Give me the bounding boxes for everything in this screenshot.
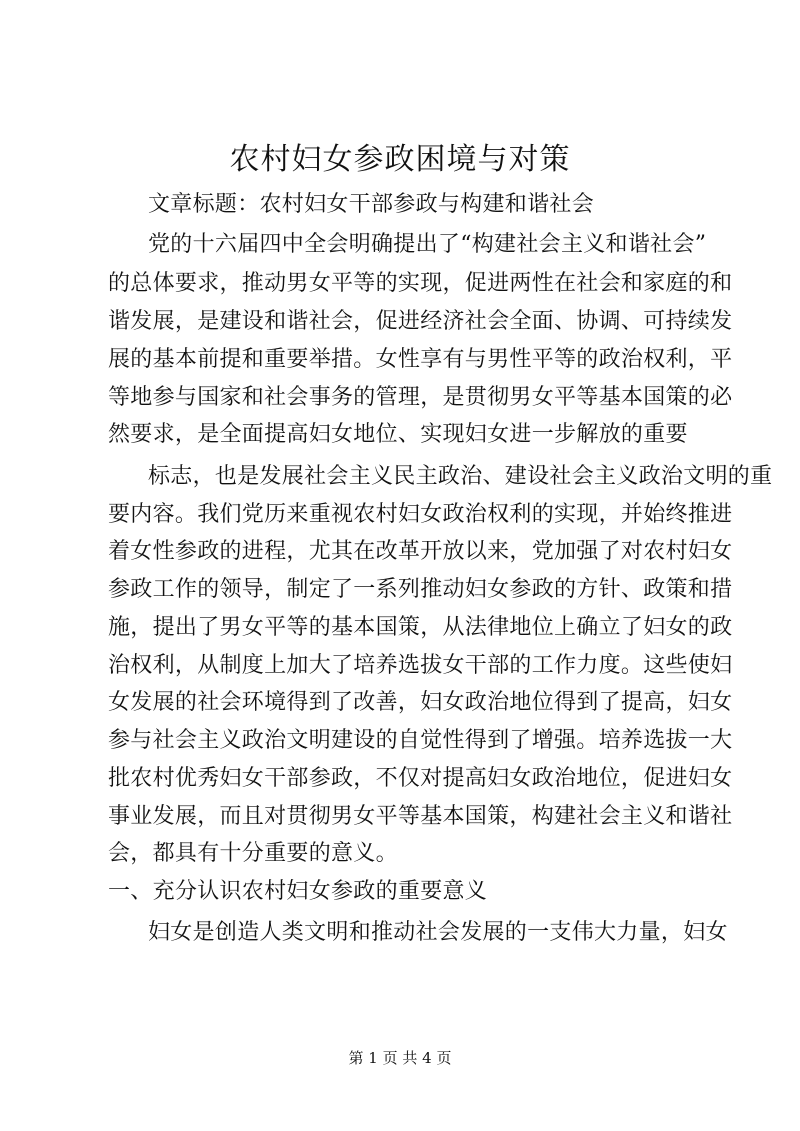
paragraph-line: 施，提出了男女平等的基本国策，从法律地位上确立了妇女的政	[108, 615, 733, 640]
paragraph-line: 要内容。我们党历来重视农村妇女政治权利的实现，并始终推进	[108, 502, 733, 527]
paragraph-line: 会，都具有十分重要的意义。	[108, 841, 398, 866]
paragraph-line: 党的十六届四中全会明确提出了“构建社会主义和谐社会”	[148, 232, 707, 257]
paragraph-line: 等地参与国家和社会事务的管理，是贯彻男女平等基本国策的必	[108, 385, 733, 410]
paragraph-line: 批农村优秀妇女干部参政，不仅对提高妇女政治地位，促进妇女	[108, 766, 733, 791]
paragraph-line: 的总体要求，推动男女平等的实现，促进两性在社会和家庭的和	[108, 271, 733, 296]
section-heading: 妇女是创造人类文明和推动社会发展的一支伟大力量，妇女	[148, 920, 728, 945]
paragraph-line: 标志，也是发展社会主义民主政治、建设社会主义政治文明的重	[148, 464, 773, 489]
article-subtitle-line: 文章标题：农村妇女干部参政与构建和谐社会	[148, 192, 595, 217]
paragraph-line: 参政工作的领导，制定了一系列推动妇女参政的方针、政策和措	[108, 577, 733, 602]
paragraph-line: 参与社会主义政治文明建设的自觉性得到了增强。培养选拔一大	[108, 728, 733, 753]
paragraph-line: 展的基本前提和重要举措。女性享有与男性平等的政治权利，平	[108, 347, 733, 372]
paragraph-line: 事业发展，而且对贯彻男女平等基本国策，构建社会主义和谐社	[108, 804, 733, 829]
paragraph-line: 谐发展，是建设和谐社会，促进经济社会全面、协调、可持续发	[108, 309, 733, 334]
paragraph-line: 一、充分认识农村妇女参政的重要意义	[108, 879, 488, 904]
paragraph-line: 着女性参政的进程，尤其在改革开放以来，党加强了对农村妇女	[108, 539, 733, 564]
page-number-footer: 第 1 页 共 4 页	[348, 1049, 452, 1067]
paragraph-line: 治权利，从制度上加大了培养选拔女干部的工作力度。这些使妇	[108, 653, 733, 678]
paragraph-line: 女发展的社会环境得到了改善，妇女政治地位得到了提高，妇女	[108, 690, 733, 715]
paragraph-line: 然要求，是全面提高妇女地位、实现妇女进一步解放的重要	[108, 422, 688, 447]
document-title: 农村妇女参政困境与对策	[229, 142, 571, 177]
